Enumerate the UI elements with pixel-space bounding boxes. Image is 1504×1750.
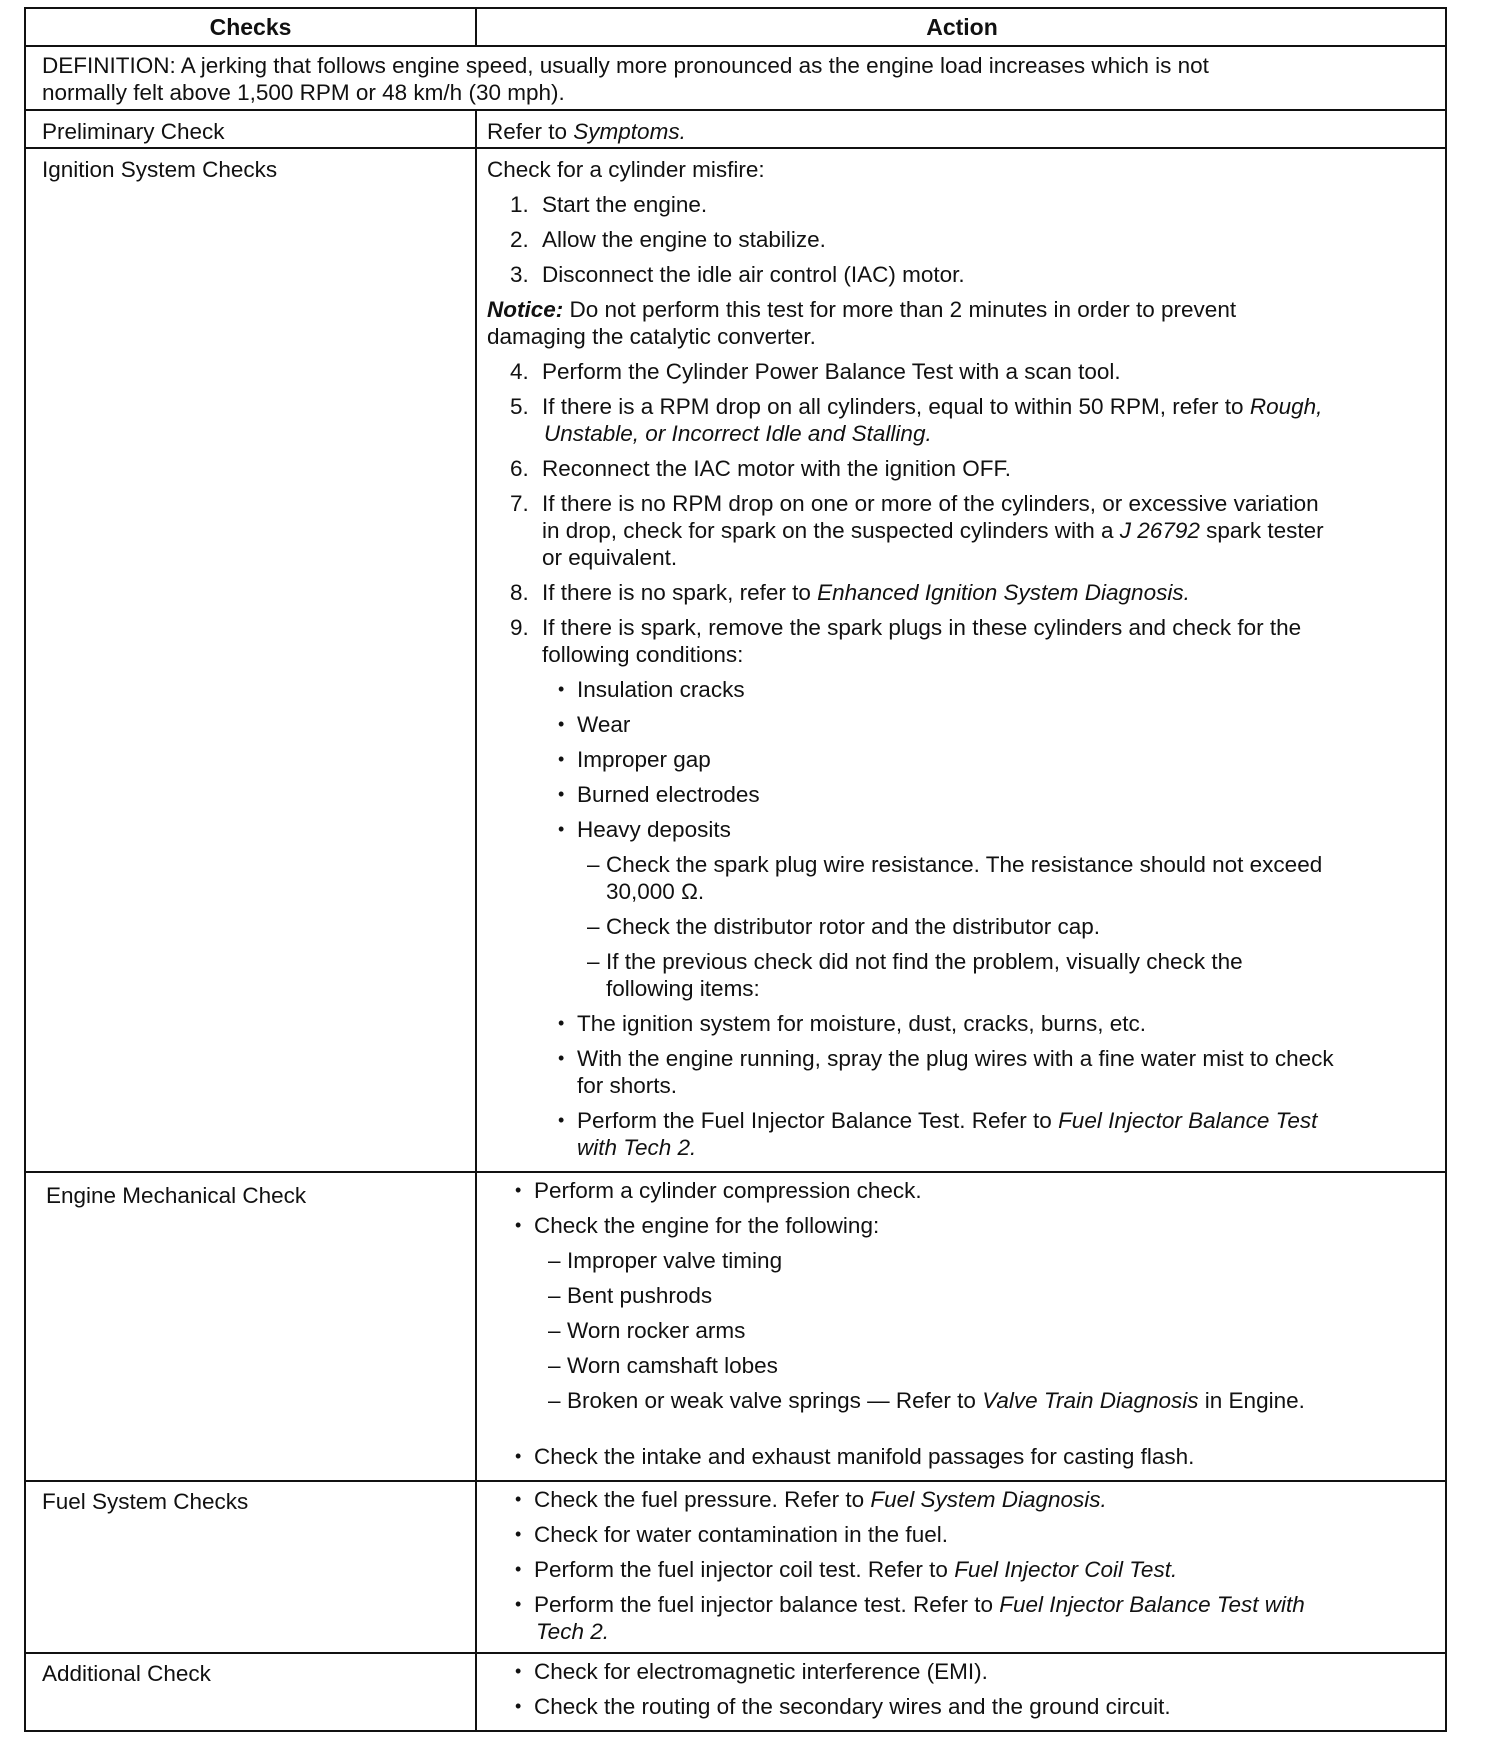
divider	[26, 109, 1445, 111]
step-number: 9.	[510, 615, 529, 640]
step-number: 2.	[510, 227, 529, 252]
bullet-icon: •	[558, 1013, 565, 1033]
check-additional: Additional Check	[42, 1661, 211, 1686]
dash-icon: –	[548, 1318, 561, 1343]
item: Check the intake and exhaust manifold passages for casting flash.	[534, 1444, 1195, 1469]
step-text: Unstable, or Incorrect Idle and Stalling.	[544, 421, 932, 446]
sub-item: If the previous check did not find the problem, visually check the	[606, 949, 1243, 974]
ignition-intro: Check for a cylinder misfire:	[487, 157, 765, 182]
step-text: Disconnect the idle air control (IAC) motor.	[542, 262, 965, 287]
bullet-icon: •	[558, 784, 565, 804]
definition-line-1: DEFINITION: A jerking that follows engine speed, usually more pronounced as the engine load increases which is not	[42, 53, 1209, 78]
step-text: following conditions:	[542, 642, 744, 667]
dash-icon: –	[548, 1353, 561, 1378]
sub-item: Check the spark plug wire resistance. The resistance should not exceed	[606, 852, 1323, 877]
step-text: If there is a RPM drop on all cylinders, equal to within 50 RPM, refer to Rough,	[542, 394, 1323, 419]
step-number: 4.	[510, 359, 529, 384]
condition-item: Insulation cracks	[577, 677, 745, 702]
step-text: If there is no spark, refer to Enhanced Ignition System Diagnosis.	[542, 580, 1190, 605]
item: Perform the fuel injector balance test. Refer to Fuel Injector Balance Test with	[534, 1592, 1305, 1617]
condition-item: Wear	[577, 712, 631, 737]
divider	[26, 1480, 1445, 1482]
item: Check the fuel pressure. Refer to Fuel System Diagnosis.	[534, 1487, 1107, 1512]
bullet-icon: •	[558, 714, 565, 734]
step-text: If there is no RPM drop on one or more of the cylinders, or excessive variation	[542, 491, 1319, 516]
divider	[26, 1171, 1445, 1173]
step-text: Start the engine.	[542, 192, 708, 217]
divider	[26, 45, 1445, 47]
notice-label: Notice:	[487, 297, 564, 322]
definition-line-2: normally felt above 1,500 RPM or 48 km/h (30 mph).	[42, 80, 565, 105]
item: The ignition system for moisture, dust, cracks, burns, etc.	[577, 1011, 1146, 1036]
check-ignition: Ignition System Checks	[42, 157, 278, 182]
item: Perform the fuel injector coil test. Refer to Fuel Injector Coil Test.	[534, 1557, 1178, 1582]
notice-line-1: Notice: Do not perform this test for more than 2 minutes in order to prevent	[487, 297, 1237, 322]
divider	[475, 9, 477, 45]
sub-item: Worn camshaft lobes	[567, 1353, 778, 1378]
sub-item: Improper valve timing	[567, 1248, 783, 1273]
step-number: 5.	[510, 394, 529, 419]
bullet-icon: •	[515, 1446, 522, 1466]
bullet-icon: •	[558, 819, 565, 839]
item: Check for water contamination in the fuel.	[534, 1522, 948, 1547]
bullet-icon: •	[515, 1661, 522, 1681]
step-text: in drop, check for spark on the suspected cylinders with a J 26792 spark tester	[542, 518, 1324, 543]
header-action: Action	[926, 14, 998, 40]
dash-icon: –	[548, 1248, 561, 1273]
item: With the engine running, spray the plug wires with a fine water mist to check	[577, 1046, 1334, 1071]
step-number: 7.	[510, 491, 529, 516]
sub-item: 30,000 Ω.	[606, 879, 705, 904]
sub-item: Worn rocker arms	[567, 1318, 746, 1343]
dash-icon: –	[548, 1388, 561, 1413]
bullet-icon: •	[558, 1110, 565, 1130]
item: Check the engine for the following:	[534, 1213, 880, 1238]
step-text: Reconnect the IAC motor with the ignition OFF.	[542, 456, 1011, 481]
bullet-icon: •	[558, 1048, 565, 1068]
item: Perform a cylinder compression check.	[534, 1178, 922, 1203]
bullet-icon: •	[558, 749, 565, 769]
sub-item: Check the distributor rotor and the distributor cap.	[606, 914, 1101, 939]
bullet-icon: •	[515, 1594, 522, 1614]
sub-item: Broken or weak valve springs — Refer to Valve Train Diagnosis in Engine.	[567, 1388, 1305, 1413]
check-mechanical: Engine Mechanical Check	[46, 1183, 307, 1208]
diagnostic-table	[24, 7, 1447, 1732]
check-fuel: Fuel System Checks	[42, 1489, 249, 1514]
divider	[475, 109, 477, 1732]
sub-item: Bent pushrods	[567, 1283, 713, 1308]
condition-item: Improper gap	[577, 747, 711, 772]
divider	[26, 147, 1445, 149]
step-text: or equivalent.	[542, 545, 678, 570]
step-text: If there is spark, remove the spark plugs in these cylinders and check for the	[542, 615, 1302, 640]
bullet-icon: •	[515, 1696, 522, 1716]
item: Check for electromagnetic interference (EMI).	[534, 1659, 988, 1684]
bullet-icon: •	[515, 1559, 522, 1579]
bullet-icon: •	[558, 679, 565, 699]
condition-item: Heavy deposits	[577, 817, 731, 842]
step-text: Allow the engine to stabilize.	[542, 227, 826, 252]
step-number: 3.	[510, 262, 529, 287]
step-number: 6.	[510, 456, 529, 481]
ref-symptoms: Symptoms.	[573, 119, 686, 144]
item: for shorts.	[577, 1073, 678, 1098]
header-checks: Checks	[209, 14, 292, 40]
dash-icon: –	[587, 852, 600, 877]
dash-icon: –	[587, 949, 600, 974]
item: Check the routing of the secondary wires and the ground circuit.	[534, 1694, 1171, 1719]
item: with Tech 2.	[577, 1135, 697, 1160]
condition-item: Burned electrodes	[577, 782, 760, 807]
bullet-icon: •	[515, 1489, 522, 1509]
step-number: 1.	[510, 192, 529, 217]
bullet-icon: •	[515, 1215, 522, 1235]
item: Tech 2.	[536, 1619, 609, 1644]
check-preliminary: Preliminary Check	[42, 119, 225, 144]
item: Perform the Fuel Injector Balance Test. Refer to Fuel Injector Balance Test	[577, 1108, 1318, 1133]
notice-line-2: damaging the catalytic converter.	[487, 324, 816, 349]
step-number: 8.	[510, 580, 529, 605]
sub-item: following items:	[606, 976, 760, 1001]
divider	[26, 1652, 1445, 1654]
action-preliminary: Refer to Symptoms.	[487, 119, 686, 144]
bullet-icon: •	[515, 1180, 522, 1200]
dash-icon: –	[587, 914, 600, 939]
bullet-icon: •	[515, 1524, 522, 1544]
step-text: Perform the Cylinder Power Balance Test with a scan tool.	[542, 359, 1121, 384]
dash-icon: –	[548, 1283, 561, 1308]
